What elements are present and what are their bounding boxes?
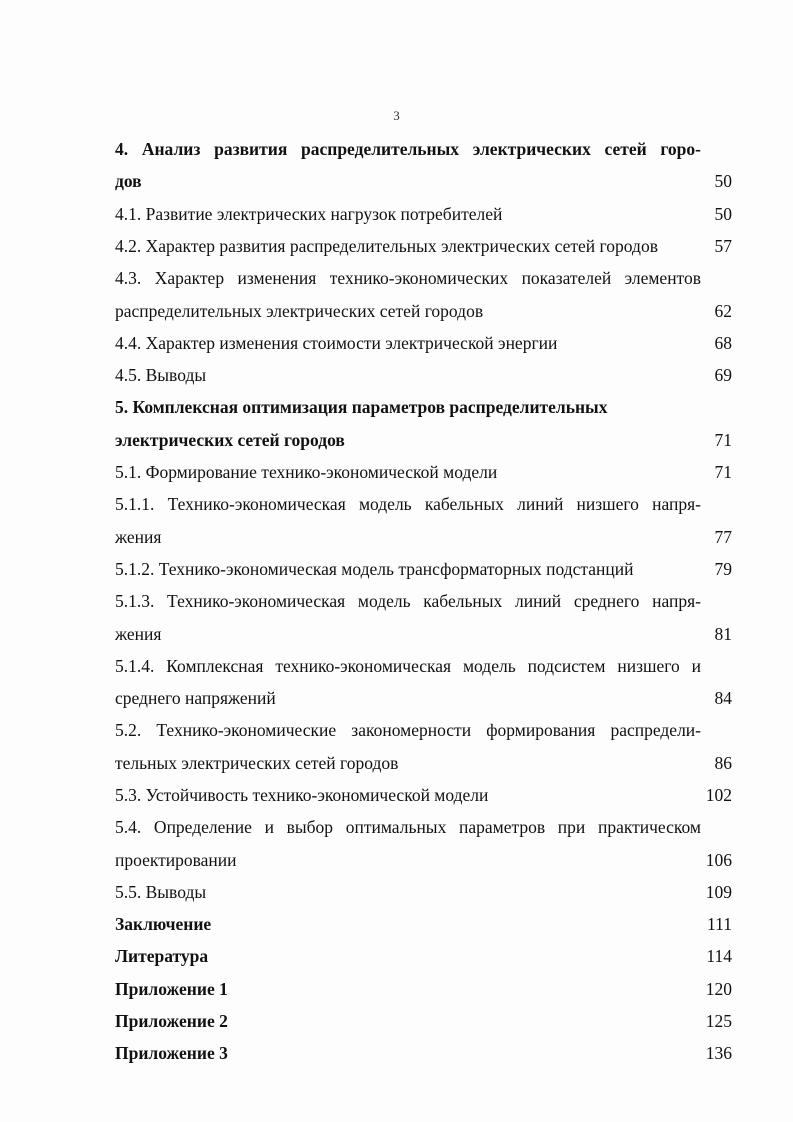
toc-entry-page: 114 [706, 946, 732, 966]
toc-entry-page: 86 [714, 753, 732, 773]
toc-entry-page: 62 [714, 301, 732, 321]
toc-entry-text: жения [115, 624, 162, 644]
toc-entry-page: 71 [714, 430, 732, 450]
page-number: 3 [393, 108, 400, 123]
toc-entry-text: 5.1.4. Комплексная технико-экономическая модель подсистем низшего и [115, 656, 701, 676]
toc-entry-text: среднего напряжений [115, 688, 276, 708]
toc-entry-text: 5.5. Выводы [115, 882, 207, 902]
toc-entry-text: 4.2. Характер развития распределительных электрических сетей городов [115, 236, 658, 256]
toc-entry-text: 4.4. Характер изменения стоимости электрической энергии [115, 333, 558, 353]
toc-entry-text: 5.1. Формирование технико-экономической модели [115, 462, 498, 482]
toc-entry-page: 68 [714, 333, 732, 353]
toc-entry-page: 57 [714, 236, 732, 256]
toc-entry-text: проектировании [115, 850, 237, 870]
toc-entry-text: 5.1.1. Технико-экономическая модель кабельных линий низшего напря- [115, 494, 701, 514]
toc-entry-text: тельных электрических сетей городов [115, 753, 399, 773]
toc-entry-page: 125 [705, 1011, 732, 1031]
toc-entry-page: 77 [714, 527, 732, 547]
toc-entry-text: 5.1.3. Технико-экономическая модель кабельных линий среднего напря- [115, 591, 701, 611]
toc-entry-text: 5. Комплексная оптимизация параметров распределительных [115, 397, 608, 417]
toc-entry-page: 84 [714, 688, 732, 708]
toc-entry-page: 136 [705, 1043, 732, 1063]
toc-entry-page: 109 [705, 882, 732, 902]
toc-entry-text: Приложение 2 [115, 1011, 228, 1031]
toc-entry-text: 5.1.2. Технико-экономическая модель трансформаторных подстанций [115, 559, 634, 579]
toc-entry-text: 4.5. Выводы [115, 365, 207, 385]
toc-entry-page: 81 [714, 624, 732, 644]
toc-entry-text: электрических сетей городов [115, 430, 345, 450]
toc-entry-text: 5.2. Технико-экономические закономерности формирования распредели- [115, 720, 701, 740]
toc-entry-page: 111 [707, 914, 732, 934]
toc-entry-page: 102 [705, 785, 732, 805]
toc-entry-text: 4.3. Характер изменения технико-экономических показателей элементов [115, 268, 701, 288]
toc-entry-text: жения [115, 527, 162, 547]
toc-entry-page: 69 [714, 365, 732, 385]
toc-entry-page: 120 [705, 979, 732, 999]
toc-entry-text: Приложение 3 [115, 1043, 228, 1063]
toc-entry-text: Приложение 1 [115, 979, 228, 999]
toc-entry-text: 5.4. Определение и выбор оптимальных параметров при практическом [115, 817, 701, 837]
toc-entry-page: 50 [714, 204, 732, 224]
toc-entry-page: 79 [714, 559, 732, 579]
toc-entry-text: 4. Анализ развития распределительных электрических сетей горо- [115, 139, 701, 159]
toc-entry-text: Заключение [115, 914, 212, 934]
toc-entry-page: 71 [714, 462, 732, 482]
toc-entry-text: дов [115, 171, 142, 191]
toc-entry-text: Литература [115, 946, 209, 966]
toc-entry-text: распределительных электрических сетей городов [115, 301, 484, 321]
toc-entry-page: 50 [714, 171, 732, 191]
toc-entry-text: 5.3. Устойчивость технико-экономической модели [115, 785, 489, 805]
toc-entry-page: 106 [705, 850, 732, 870]
toc-entry-text: 4.1. Развитие электрических нагрузок потребителей [115, 204, 503, 224]
